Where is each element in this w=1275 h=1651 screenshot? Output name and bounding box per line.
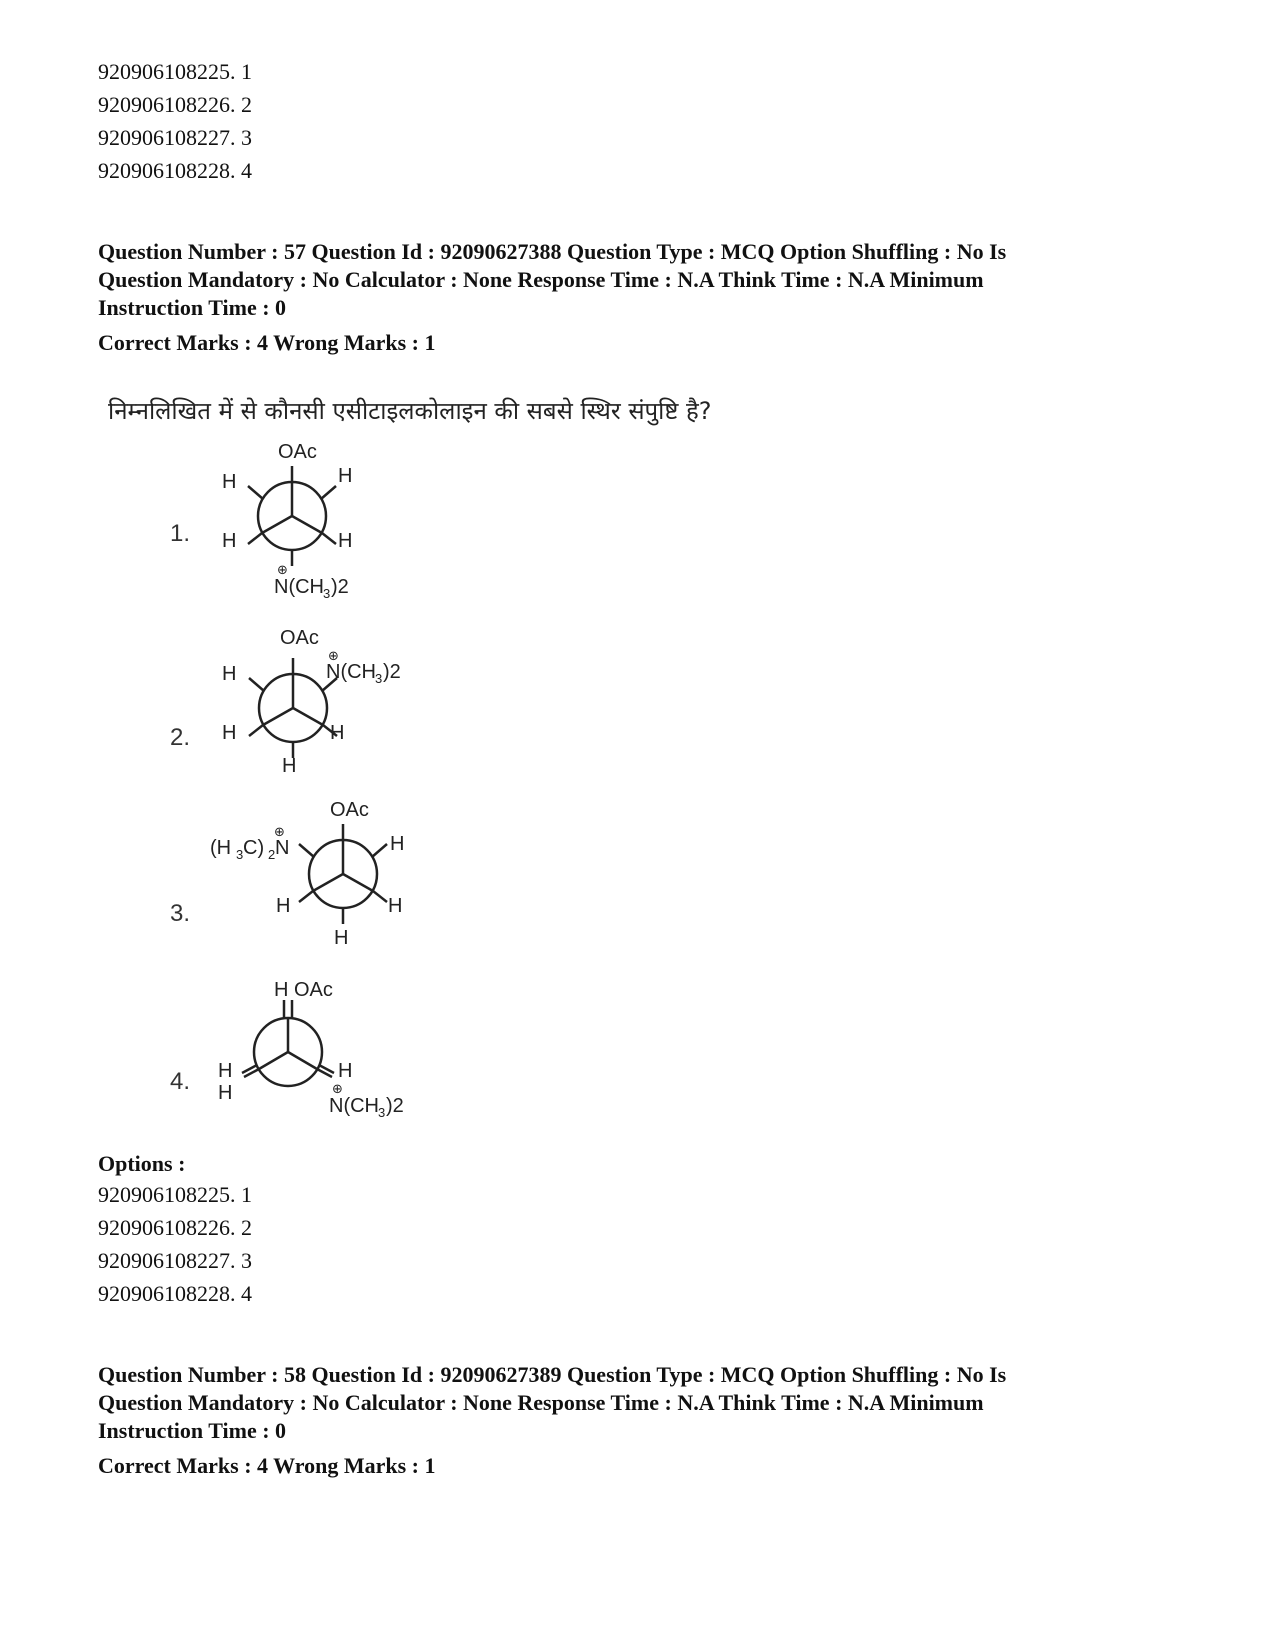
choice-label-1: 1. [170,520,191,547]
prev-option-4: 920906108228. 4 [98,158,252,183]
q57-header-line2: Question Mandatory : No Calculator : None Response Time : N.A Think Time : N.A Minimum [98,267,984,292]
prev-option-1: 920906108225. 1 [98,59,252,84]
svg-text:)2: )2 [386,1095,404,1117]
svg-text:OAc: OAc [280,627,319,649]
choice-label-2: 2. [170,724,191,751]
svg-text:H: H [388,895,403,917]
q58-marks: Correct Marks : 4 Wrong Marks : 1 [98,1453,436,1478]
svg-text:H: H [222,722,237,744]
svg-text:H: H [222,663,237,685]
q58-header-line1: Question Number : 58 Question Id : 92090627389 Question Type : MCQ Option Shuffling : No Is [98,1362,1007,1387]
prev-option-2: 920906108226. 2 [98,92,252,117]
choice-label-4: 4. [170,1068,191,1095]
svg-text:⊕: ⊕ [274,824,285,839]
svg-text:H: H [276,895,291,917]
svg-text:H: H [338,1060,353,1082]
q57-header-line1: Question Number : 57 Question Id : 92090627388 Question Type : MCQ Option Shuffling : No Is [98,239,1007,264]
svg-text:3: 3 [375,671,383,686]
svg-text:(H: (H [210,837,232,859]
svg-text:H: H [222,530,237,552]
svg-text:H: H [390,833,405,855]
svg-text:H OAc: H OAc [274,979,333,1001]
q57-question-text: निम्नलिखित में से कौनसी एसीटाइलकोलाइन की सबसे स्थिर संपुष्टि है? [108,397,712,425]
svg-text:)2: )2 [383,661,401,683]
svg-text:N: N [275,837,290,859]
svg-text:3: 3 [323,586,331,601]
svg-text:N(CH: N(CH [329,1095,379,1117]
q57-marks: Correct Marks : 4 Wrong Marks : 1 [98,330,436,355]
newman-projection-4 [210,980,450,1140]
svg-text:H: H [338,530,353,552]
q57-option-3: 920906108227. 3 [98,1248,252,1273]
newman-projection-2 [200,627,460,812]
q57-option-4: 920906108228. 4 [98,1281,252,1306]
svg-text:H: H [338,465,353,487]
q57-options-label: Options : [98,1151,186,1176]
q57-option-1: 920906108225. 1 [98,1182,252,1207]
svg-text:OAc: OAc [278,441,317,463]
svg-text:⊕: ⊕ [328,648,339,663]
q57-header-line3: Instruction Time : 0 [98,295,287,320]
newman-projection-3 [210,799,450,984]
svg-text:⊕: ⊕ [332,1081,343,1096]
svg-text:H: H [282,755,297,777]
q58-header-line3: Instruction Time : 0 [98,1418,287,1443]
svg-text:)2: )2 [331,576,349,598]
svg-text:2: 2 [268,847,276,862]
svg-text:N(CH: N(CH [274,576,324,598]
svg-text:H: H [218,1060,233,1082]
prev-option-3: 920906108227. 3 [98,125,252,150]
svg-text:H: H [334,927,349,949]
svg-text:3: 3 [236,847,244,862]
svg-text:H: H [330,722,345,744]
svg-text:N(CH: N(CH [326,661,376,683]
svg-text:H: H [222,471,237,493]
newman-projection-1 [200,440,440,620]
q57-option-2: 920906108226. 2 [98,1215,252,1240]
q58-header-line2: Question Mandatory : No Calculator : None Response Time : N.A Think Time : N.A Minimum [98,1390,984,1415]
svg-text:C): C) [243,837,265,859]
svg-text:OAc: OAc [330,799,369,821]
svg-text:3: 3 [378,1105,386,1120]
svg-text:⊕: ⊕ [277,562,288,577]
choice-label-3: 3. [170,900,191,927]
svg-text:H: H [218,1082,233,1104]
